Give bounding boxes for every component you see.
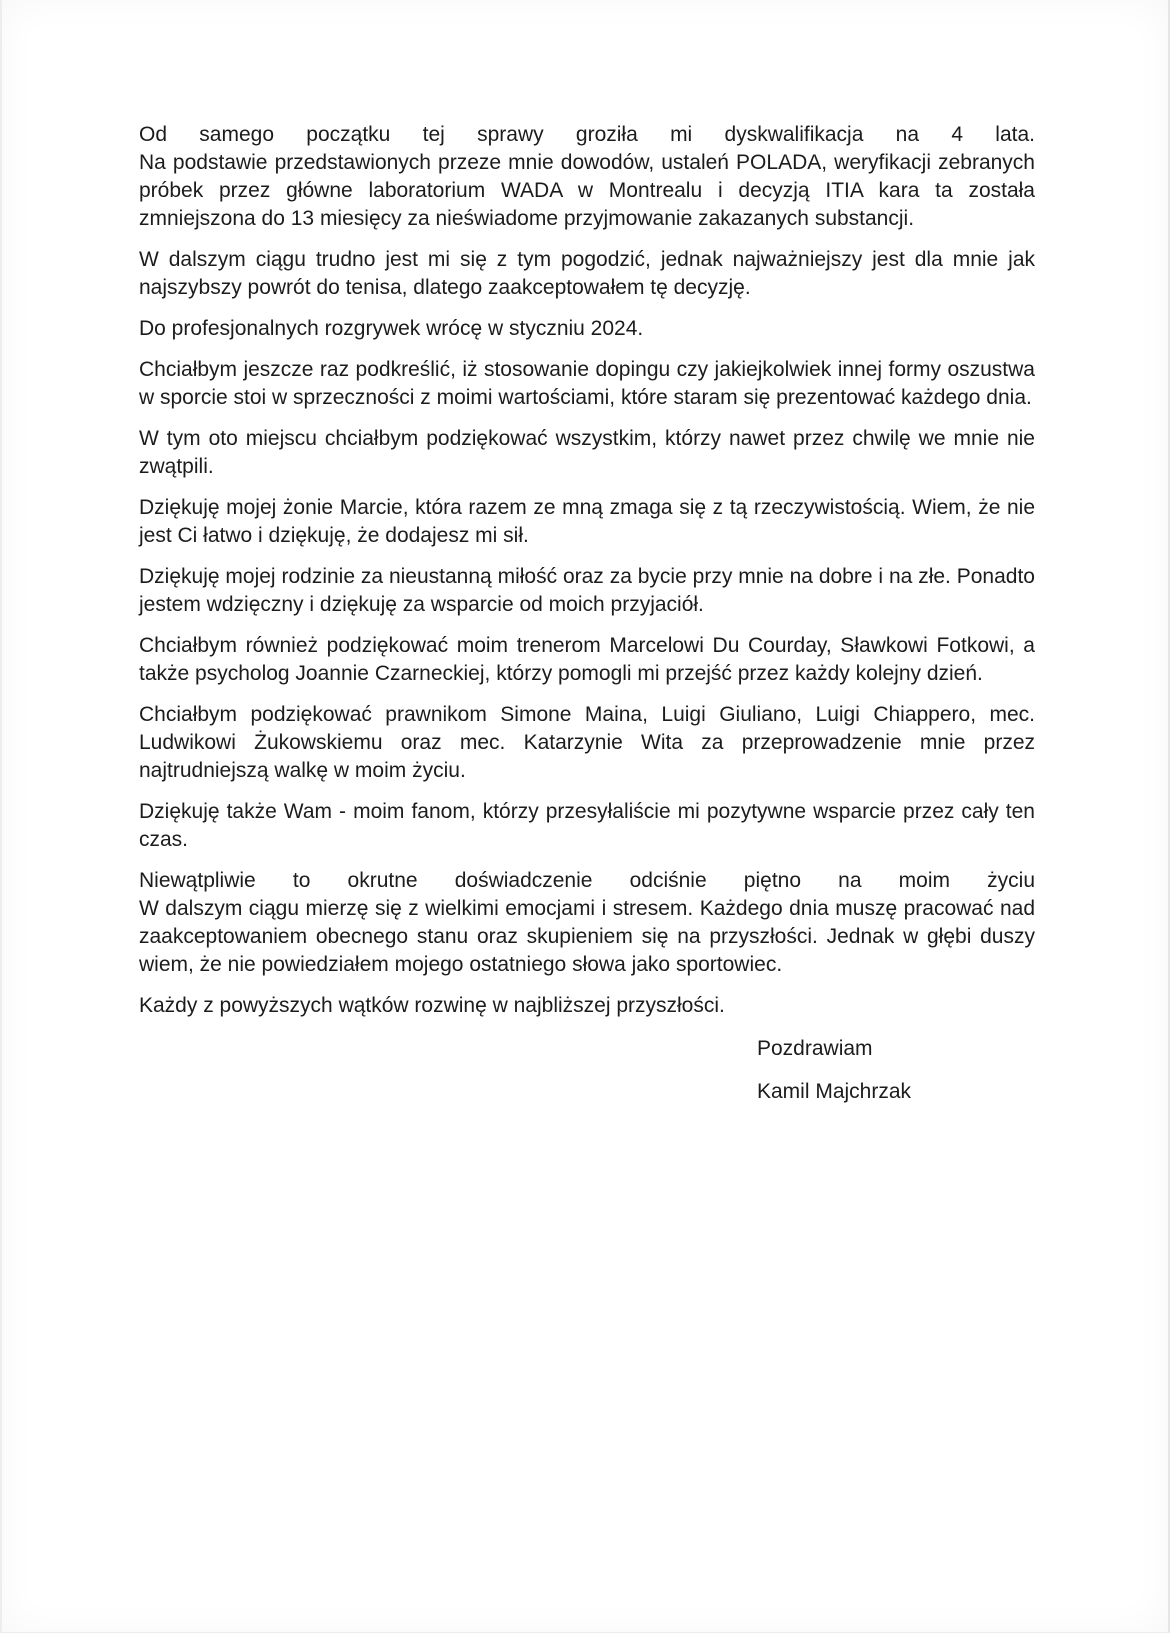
letter-paragraph: Chciałbym podziękować prawnikom Simone Maina, Luigi Giuliano, Luigi Chiappero, mec. Ludwikowi Żukowskiemu oraz mec. Katarzynie Wita za przeprowadzenie mnie przez najtrudniejszą walkę w moim życiu. [139, 703, 1035, 782]
letter-paragraph: Każdy z powyższych wątków rozwinę w najbliższej przyszłości. [139, 994, 725, 1017]
letter-paragraph: Chciałbym jeszcze raz podkreślić, iż stosowanie dopingu czy jakiejkolwiek innej formy oszustwa w sporcie stoi w sprzeczności z moimi wartościami, które staram się prezentować każdego dnia. [139, 358, 1035, 409]
signature-name: Kamil Majchrzak [757, 1080, 912, 1103]
letter-paragraph: W tym oto miejscu chciałbym podziękować wszystkim, którzy nawet przez chwilę we mnie nie zwątpili. [139, 427, 1035, 478]
letter-paragraph: W dalszym ciągu trudno jest mi się z tym pogodzić, jednak najważniejszy jest dla mnie jak najszybszy powrót do tenisa, dlatego zaakceptowałem tę decyzję. [139, 248, 1035, 299]
letter-paragraph: Dziękuję mojej żonie Marcie, która razem ze mną zmaga się z tą rzeczywistością. Wiem, że nie jest Ci łatwo i dziękuję, że dodajesz mi sił. [139, 496, 1035, 547]
letter-paragraph [139, 121, 1035, 233]
paragraph-line: Od samego początku tej sprawy groziła mi dyskwalifikacja na 4 lata. [139, 123, 1035, 146]
letter-paragraph: Dziękuję mojej rodzinie za nieustanną miłość oraz za bycie przy mnie na dobre i na złe. Ponadto jestem wdzięczny i dziękuję za wsparcie od moich przyjaciół. [139, 565, 1035, 616]
paragraph-line: Na podstawie przedstawionych przeze mnie dowodów, ustaleń POLADA, weryfikacji zebranych próbek przez główne laboratorium WADA w Montrealu i decyzją ITIA kara ta została zmniejszona do 13 miesięcy za nieświadome przyjmowanie zakazanych substancji. [139, 151, 1035, 230]
letter-paragraph: Dziękuję także Wam - moim fanom, którzy przesyłaliście mi pozytywne wsparcie przez cały ten czas. [139, 800, 1035, 851]
closing-salutation: Pozdrawiam [757, 1037, 873, 1060]
letter-body [139, 121, 1035, 1106]
letter-paragraph: Chciałbym również podziękować moim trenerom Marcelowi Du Courday, Sławkowi Fotkowi, a także psycholog Joannie Czarneckiej, którzy pomogli mi przejść przez każdy kolejny dzień. [139, 634, 1035, 685]
letter-paragraph [139, 867, 1035, 979]
letter-paragraph: Do profesjonalnych rozgrywek wrócę w styczniu 2024. [139, 317, 644, 340]
closing-block [757, 1035, 1035, 1106]
paragraph-line: W dalszym ciągu mierzę się z wielkimi emocjami i stresem. Każdego dnia muszę pracować nad zaakceptowaniem obecnego stanu oraz skupieniem się na przyszłości. Jednak w głębi duszy wiem, że nie powiedziałem mojego ostatniego słowa jako sportowiec. [139, 897, 1035, 976]
paragraph-line: Niewątpliwie to okrutne doświadczenie odciśnie piętno na moim życiu [139, 869, 1035, 892]
